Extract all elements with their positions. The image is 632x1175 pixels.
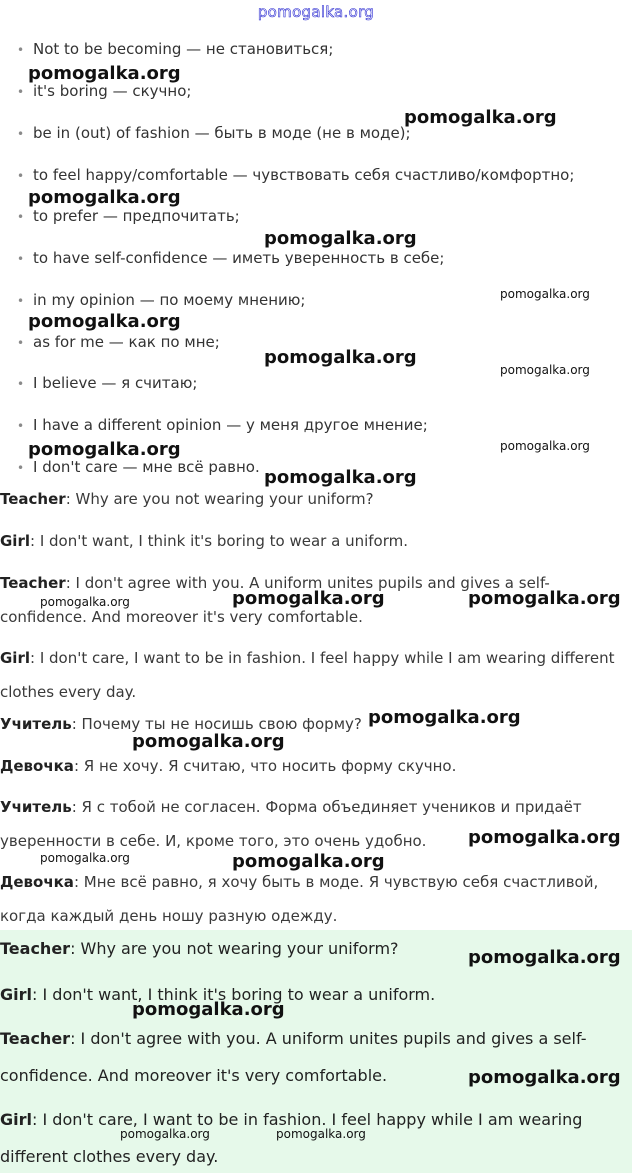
watermark: pomogalka.org bbox=[404, 107, 557, 128]
speaker-label: Teacher bbox=[0, 574, 66, 592]
watermark: pomogalka.org bbox=[500, 287, 590, 301]
watermark: pomogalka.org bbox=[468, 1067, 621, 1088]
watermark: pomogalka.org bbox=[468, 827, 621, 848]
list-item: • I don't care — мне всё равно. bbox=[17, 458, 260, 476]
watermark: pomogalka.org bbox=[28, 63, 181, 84]
speaker-label: Girl bbox=[0, 532, 30, 550]
list-item: • as for me — как по мне; bbox=[17, 333, 220, 351]
dialogue-text: : Why are you not wearing your uniform? bbox=[70, 939, 399, 958]
dialogue-text: : Why are you not wearing your uniform? bbox=[65, 490, 374, 508]
list-item: • to feel happy/comfortable — чувствовать себя счастливо/комфортно; bbox=[17, 166, 575, 184]
speaker-label: Girl bbox=[0, 649, 30, 667]
watermark: pomogalka.org bbox=[276, 1127, 366, 1141]
dialogue-text: : Мне всё равно, я хочу быть в моде. Я чувствую себя счастливой, когда каждый день ношу разную одежду. bbox=[0, 873, 599, 925]
speaker-label: Girl bbox=[0, 985, 32, 1004]
bullet-icon: • bbox=[17, 336, 25, 350]
list-item: • Not to be becoming — не становиться; bbox=[17, 40, 334, 58]
dialogue-text: : I don't agree with you. A uniform unites pupils and gives a self-confidence. And moreover it's very comfortable. bbox=[0, 1029, 587, 1085]
watermark: pomogalka.org bbox=[132, 731, 285, 752]
speaker-label: Девочка bbox=[0, 757, 74, 775]
speaker-label: Девочка bbox=[0, 873, 74, 891]
watermark: pomogalka.org bbox=[468, 588, 621, 609]
speaker-label: Teacher bbox=[0, 1029, 71, 1048]
watermark: pomogalka.org bbox=[264, 347, 417, 368]
bullet-icon: • bbox=[17, 252, 25, 266]
bullet-icon: • bbox=[17, 294, 25, 308]
speaker-label: Girl bbox=[0, 1110, 32, 1129]
dialogue-line bbox=[0, 524, 632, 558]
watermark: pomogalka.org bbox=[468, 947, 621, 968]
bullet-icon: • bbox=[17, 169, 25, 183]
watermark: pomogalka.org bbox=[120, 1127, 210, 1141]
watermark: pomogalka.org bbox=[264, 467, 417, 488]
dialogue-text: : I don't care, I want to be in fashion. I feel happy while I am wearing different clothes every day. bbox=[0, 649, 615, 701]
watermark: pomogalka.org bbox=[500, 363, 590, 377]
dialogue-line bbox=[0, 707, 632, 741]
watermark: pomogalka.org bbox=[40, 851, 130, 865]
list-item: • I have a different opinion — у меня другое мнение; bbox=[17, 416, 428, 434]
dialogue-text: : I don't care, I want to be in fashion. I feel happy while I am wearing different clothes every day. bbox=[0, 1110, 583, 1166]
bullet-icon: • bbox=[17, 461, 25, 475]
watermark: pomogalka.org bbox=[40, 595, 130, 609]
dialogue-line bbox=[0, 749, 632, 783]
watermark: pomogalka.org bbox=[28, 187, 181, 208]
list-item: • to prefer — предпочитать; bbox=[17, 207, 240, 225]
watermark: pomogalka.org bbox=[28, 439, 181, 460]
list-item: • it's boring — скучно; bbox=[17, 82, 192, 100]
dialogue-line bbox=[0, 641, 632, 709]
dialogue-line bbox=[0, 865, 632, 933]
speaker-label: Teacher bbox=[0, 939, 71, 958]
dialogue-line bbox=[0, 976, 632, 1013]
site-header: pomogalka.org bbox=[257, 3, 375, 21]
watermark: pomogalka.org bbox=[500, 439, 590, 453]
bullet-icon: • bbox=[17, 127, 25, 141]
bullet-icon: • bbox=[17, 377, 25, 391]
watermark: pomogalka.org bbox=[264, 228, 417, 249]
bullet-icon: • bbox=[17, 210, 25, 224]
speaker-label: Teacher bbox=[0, 490, 66, 508]
bullet-icon: • bbox=[17, 43, 25, 57]
dialogue-text: : Почему ты не носишь свою форму? bbox=[71, 715, 362, 733]
dialogue-text: : Я не хочу. Я считаю, что носить форму скучно. bbox=[73, 757, 457, 775]
list-item: • I believe — я считаю; bbox=[17, 374, 198, 392]
watermark: pomogalka.org bbox=[368, 707, 521, 728]
list-item: • to have self-confidence — иметь уверенность в себе; bbox=[17, 249, 445, 267]
watermark: pomogalka.org bbox=[132, 999, 285, 1020]
bullet-icon: • bbox=[17, 419, 25, 433]
speaker-label: Учитель bbox=[0, 798, 72, 816]
dialogue-text: : I don't want, I think it's boring to wear a uniform. bbox=[30, 532, 409, 550]
speaker-label: Учитель bbox=[0, 715, 72, 733]
dialogue-text: : I don't want, I think it's boring to wear a uniform. bbox=[32, 985, 436, 1004]
list-item: • be in (out) of fashion — быть в моде (не в моде); bbox=[17, 124, 411, 142]
list-item: • in my opinion — по моему мнению; bbox=[17, 291, 306, 309]
watermark: pomogalka.org bbox=[232, 851, 385, 872]
watermark: pomogalka.org bbox=[232, 588, 385, 609]
dialogue-text: : Я с тобой не согласен. Форма объединяет учеников и придаёт уверенности в себе. И, кроме того, это очень удобно. bbox=[0, 798, 582, 850]
dialogue-text: : I don't agree with you. A uniform unites pupils and gives a self-confidence. And moreover it's very comfortable. bbox=[0, 574, 550, 626]
watermark: pomogalka.org bbox=[28, 311, 181, 332]
bullet-icon: • bbox=[17, 85, 25, 99]
